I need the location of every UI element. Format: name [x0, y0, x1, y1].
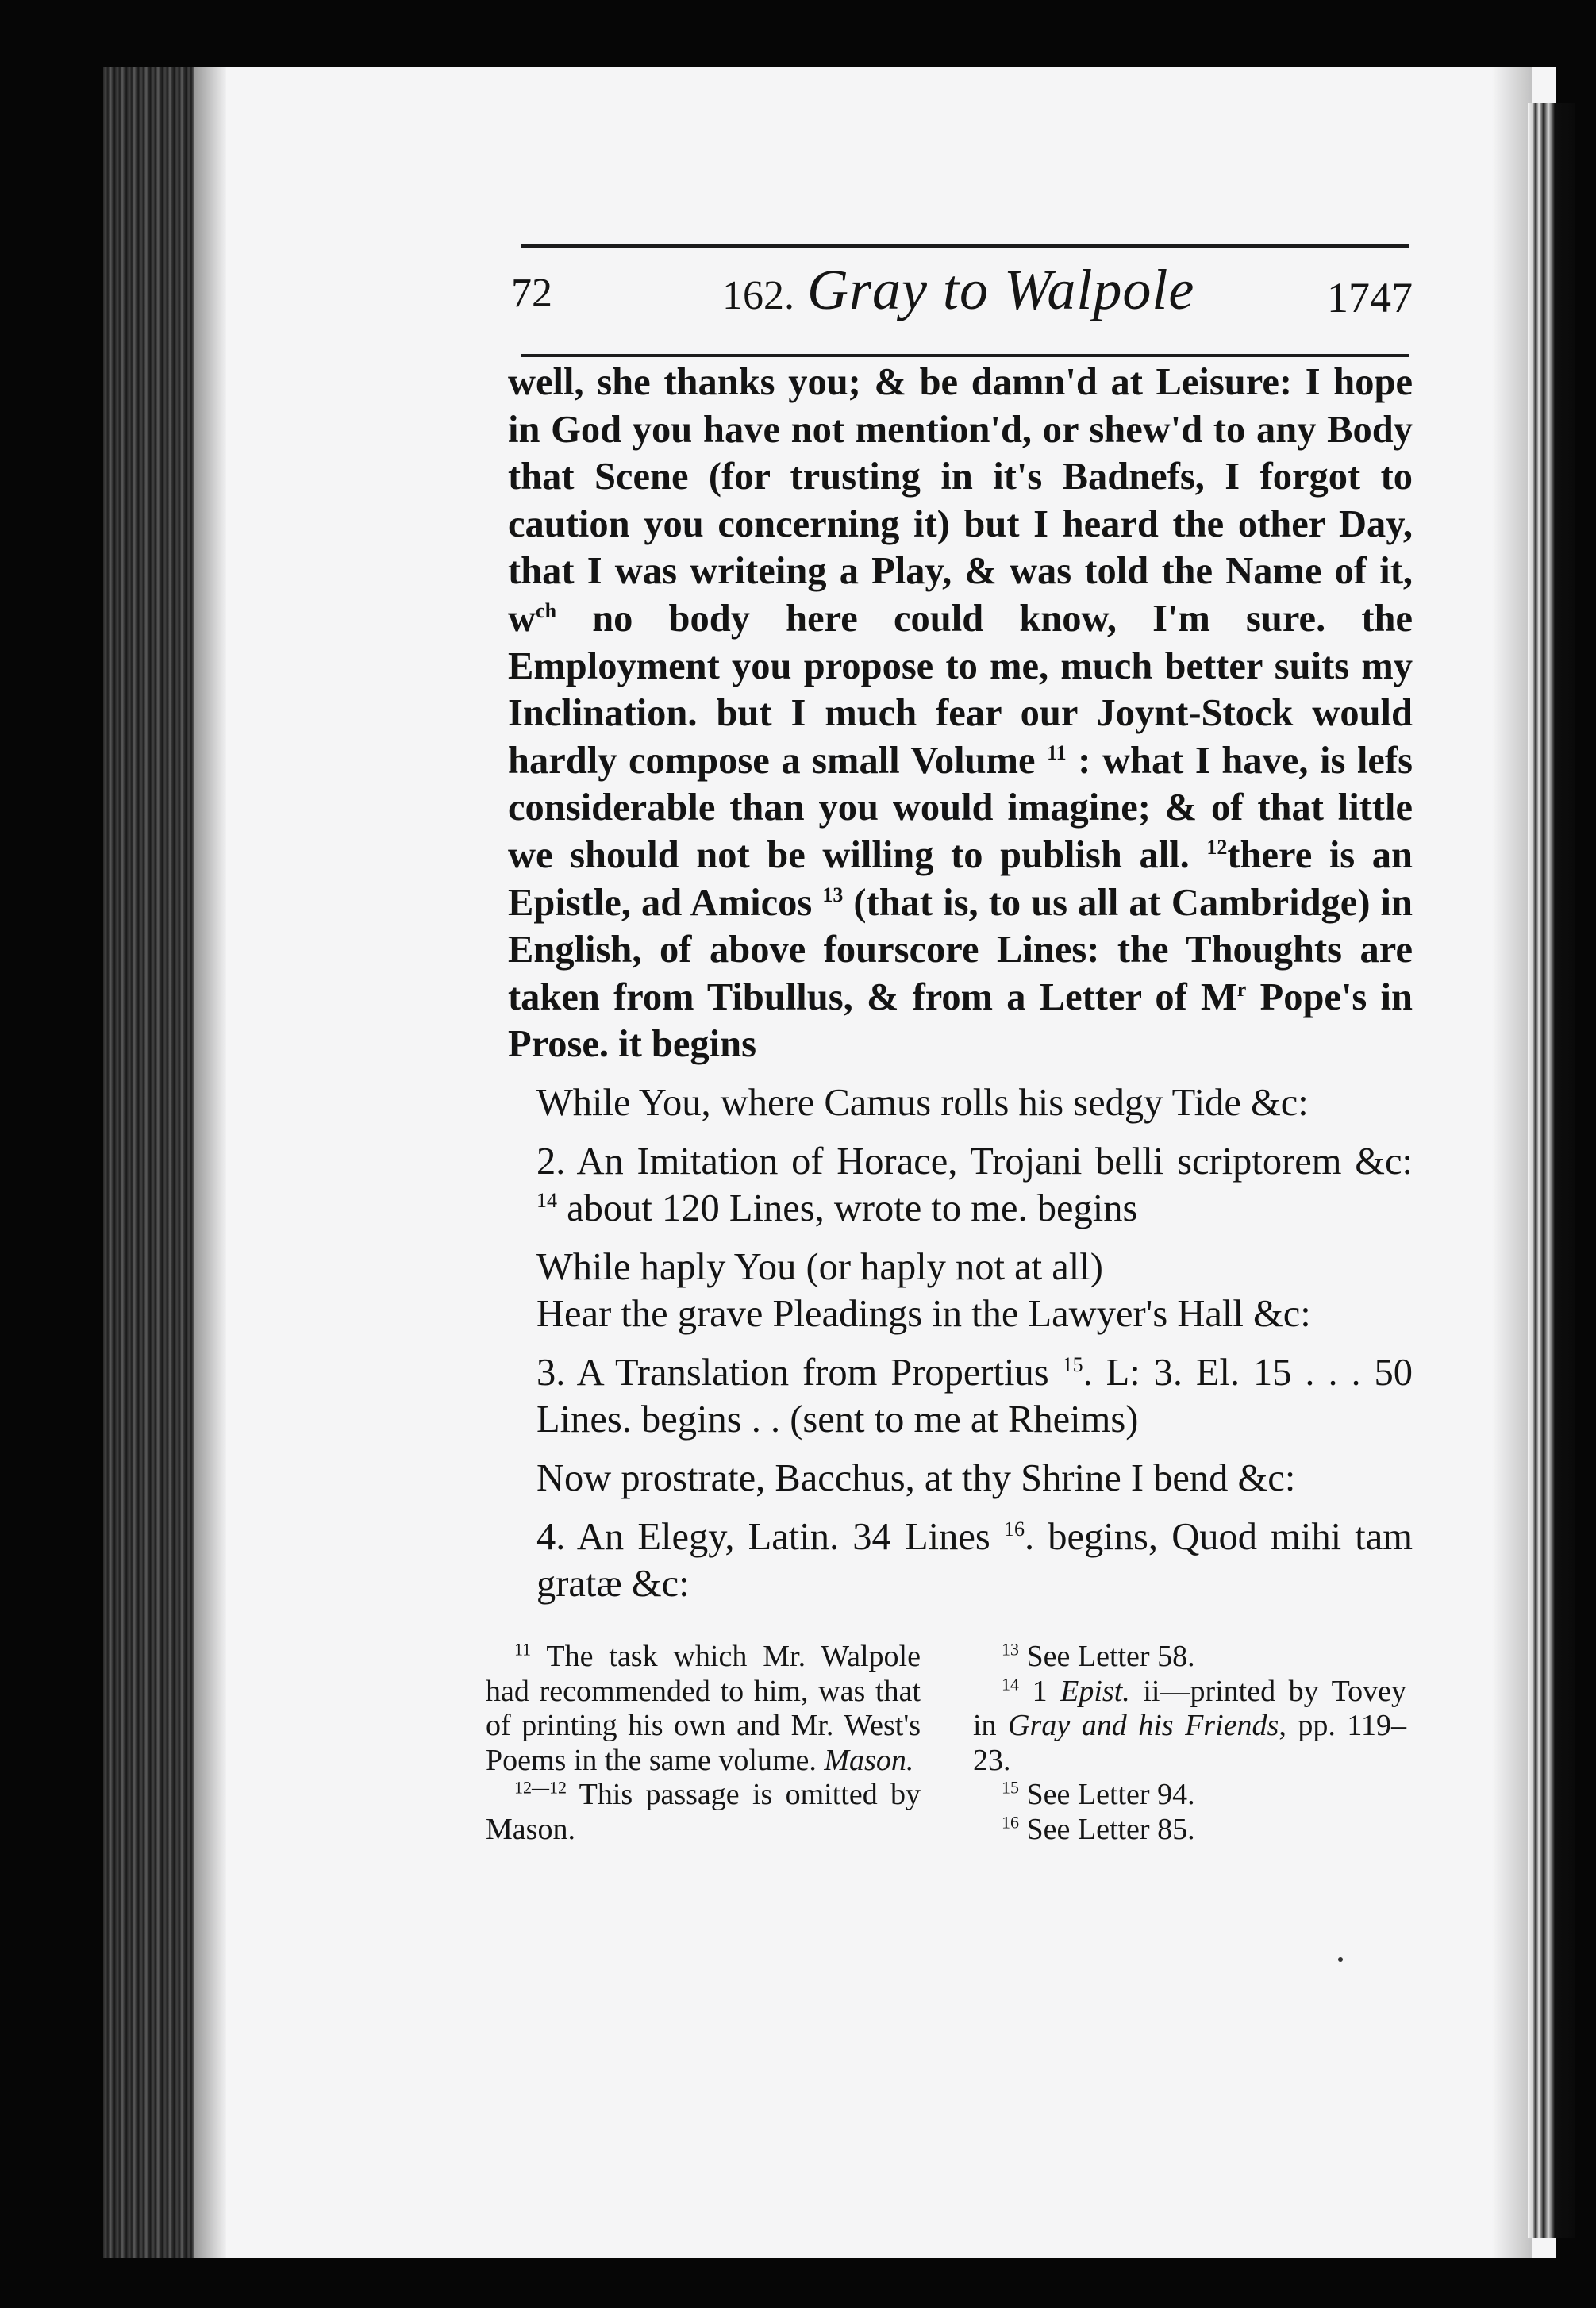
ink-speck: [1338, 1957, 1343, 1962]
note-ref-16: 16: [1003, 1517, 1025, 1541]
note-ref-14: 14: [536, 1188, 557, 1212]
verse-line-2b: Hear the grave Pleadings in the Lawyer's Hall &c:: [536, 1293, 1311, 1336]
header-rule-bottom: [521, 354, 1409, 357]
footnote-15: $^{15}$ See Letter 94.: [1002, 1777, 1195, 1811]
list-item-2: 2. An Imitation of Horace, Trojani belli scriptorem &c: $^{14}$ about 120 Lines, wrote to me. begins: [536, 1140, 1413, 1230]
header-rule-top: [521, 244, 1409, 248]
abbrev-which: $w^{ch}$: [508, 597, 557, 640]
abbrev-mister: $M^r$: [1201, 975, 1247, 1018]
book-page-edges-right: [1528, 103, 1575, 2238]
paragraph-text: no body here could know, I'm sure. the Employment you propose to me, much better suits my Inclination. but I much fear our Joynt-Stock would hardly compose a small Volume: [508, 597, 1413, 782]
main-paragraph: [508, 359, 1413, 1068]
footnote-13: $^{13}$ See Letter 58.: [1002, 1639, 1195, 1673]
list-item-3: 3. A Translation from Propertius $^{15}$. L: 3. El. 15 . . . 50 Lines. begins . . (sent to me at Rheims): [536, 1351, 1413, 1441]
header-year: 1747: [1327, 274, 1413, 321]
footnote-12: $^{12—12}$ This passage is omitted by Mason.: [486, 1777, 921, 1846]
running-head: [722, 257, 1194, 323]
letter-title: Gray to Walpole: [807, 258, 1195, 321]
paragraph-text: : what I have, is lefs considerable than you would imagine; & of that little we should not be willing to publish all.: [508, 739, 1413, 876]
footnote-14: $^{14}$ 1 Epist. ii—printed by Tovey in Gray and his Friends, pp. 119–23.: [973, 1673, 1406, 1777]
verse-line-3: Now prostrate, Bacchus, at thy Shrine I bend &c:: [536, 1457, 1296, 1500]
note-ref-15: 15: [1062, 1352, 1083, 1376]
footnote-16: $^{16}$ See Letter 85.: [1002, 1811, 1195, 1846]
paragraph-text: Pope's in Prose. it begins: [508, 975, 1413, 1066]
paragraph-text: (that is, to us all at Cambridge) in English, of above fourscore Lines: the Thoughts are taken from Tibullus, & from a Letter of: [508, 881, 1413, 1018]
letter-number: 162.: [722, 273, 794, 318]
paragraph-text: well, she thanks you; & be damn'd at Leisure: I hope in God you have not mention'd, or shew'd to any Body that Scene (for trusting in it's Badnefs, I forgot to caution you concerning it) but I heard the other Day, that I was writeing a Play, & was told the Name of it,: [508, 361, 1413, 593]
list-item-4: 4. An Elegy, Latin. 34 Lines $^{16}$. begins, Quod mihi tam gratæ &c:: [536, 1515, 1413, 1606]
note-ref-12: 12: [1206, 835, 1228, 859]
verse-line-2a: While haply You (or haply not at all): [536, 1245, 1103, 1288]
letter-body: [508, 359, 1413, 1608]
paragraph-text: there is an Epistle, ad Amicos: [508, 833, 1413, 924]
footnote-column-left: [486, 1640, 921, 1847]
note-ref-11: 11: [1047, 740, 1067, 764]
gutter-shadow-left: [194, 67, 226, 2258]
page-number: 72: [511, 271, 552, 316]
running-header: [508, 256, 1413, 351]
verse-line-1: While You, where Camus rolls his sedgy Tide &c:: [536, 1081, 1309, 1124]
note-ref-13: 13: [822, 883, 844, 906]
book-page-edges-left: [103, 67, 198, 2258]
footnote-11: $^{11}$ The task which Mr. Walpole had recommended to him, was that of printing his own and Mr. West's Poems in the same volume. Mason.: [486, 1639, 921, 1777]
footnote-column-right: [973, 1640, 1406, 1847]
gutter-shadow-right: [1492, 67, 1532, 2258]
